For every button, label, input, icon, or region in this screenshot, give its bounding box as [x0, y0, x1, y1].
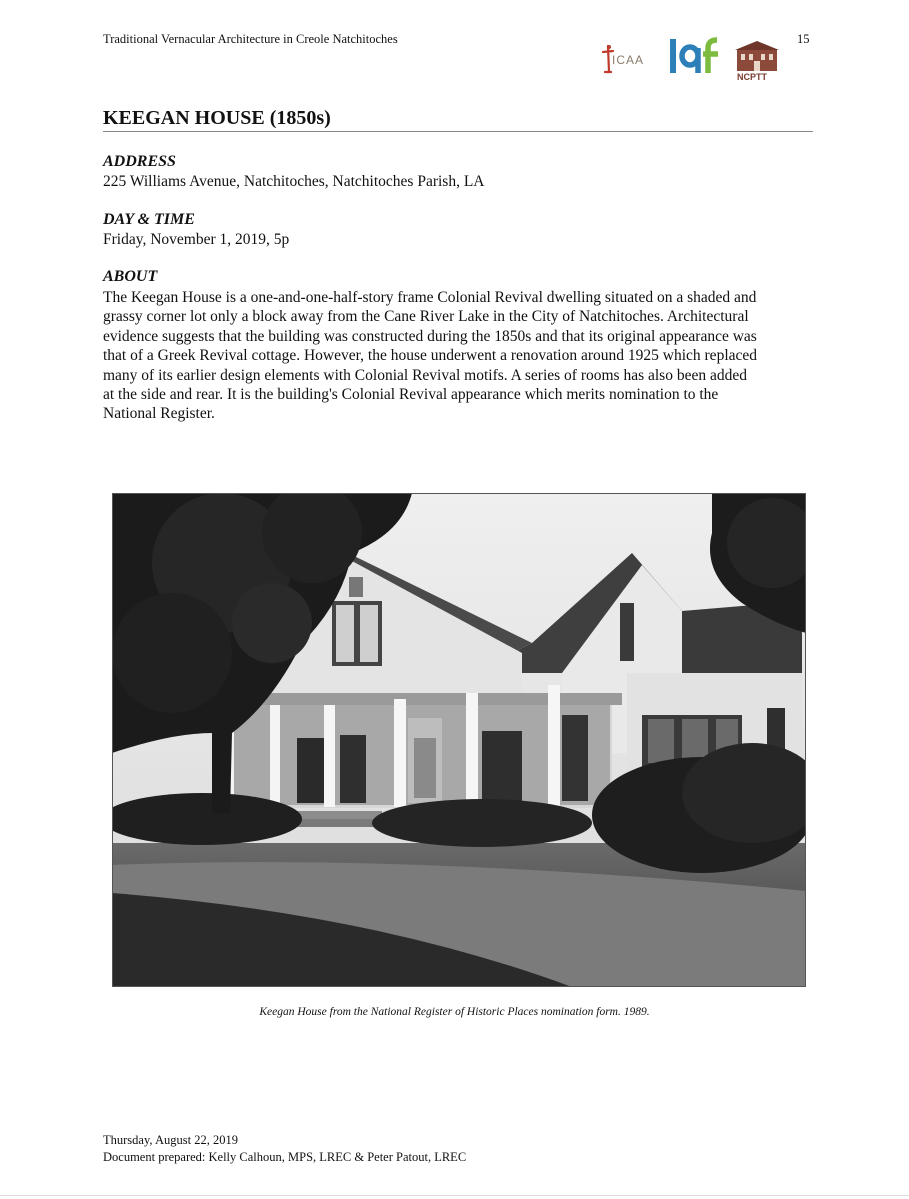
footer-date: Thursday, August 22, 2019	[103, 1133, 238, 1147]
address-label: ADDRESS	[103, 153, 176, 170]
ncptt-logo	[733, 39, 781, 81]
laf-logo-mark	[668, 36, 724, 78]
icaa-logo	[598, 44, 658, 74]
keegan-house-photo	[112, 493, 806, 987]
ncptt-building-icon	[733, 39, 781, 73]
page-bottom-edge	[0, 1195, 909, 1196]
about-line: that of a Greek Revival cottage. However, the house underwent a renovation around 1925 which replaced	[103, 347, 758, 365]
day-time-label: DAY & TIME	[103, 211, 195, 228]
ncptt-logo-text: NCPTT	[737, 72, 767, 82]
running-header: Traditional Vernacular Architecture in Creole Natchitoches	[103, 32, 398, 46]
page-title: KEEGAN HOUSE (1850s)	[103, 107, 331, 129]
about-line: grassy corner lot only a block away from the Cane River Lake in the City of Natchitoches. Architectural	[103, 308, 749, 326]
footer-prepared-by: Document prepared: Kelly Calhoun, MPS, LREC & Peter Patout, LREC	[103, 1150, 467, 1164]
photo-caption: Keegan House from the National Register of Historic Places nomination form. 1989.	[259, 1006, 650, 1018]
address-value: 225 Williams Avenue, Natchitoches, Natchitoches Parish, LA	[103, 173, 485, 190]
about-line: evidence suggests that the building was constructed during the 1850s and that its original appearance was	[103, 327, 757, 345]
house-photograph	[112, 493, 806, 987]
about-label: ABOUT	[103, 268, 158, 285]
about-line: The Keegan House is a one-and-one-half-story frame Colonial Revival dwelling situated on a shaded and	[103, 289, 757, 306]
about-paragraph	[103, 288, 815, 424]
laf-logo	[668, 36, 722, 76]
about-line: National Register.	[103, 405, 215, 423]
icaa-logo-text: ICAA	[612, 53, 645, 67]
title-divider	[103, 131, 813, 132]
sponsor-logos	[598, 36, 788, 82]
about-line: at the side and rear. It is the building's Colonial Revival appearance which merits nomination to the	[103, 386, 719, 404]
day-time-value: Friday, November 1, 2019, 5p	[103, 231, 290, 248]
page-number: 15	[797, 32, 810, 46]
about-line: many of its earlier design elements with Colonial Revival motifs. A series of rooms has also been added	[103, 366, 747, 384]
